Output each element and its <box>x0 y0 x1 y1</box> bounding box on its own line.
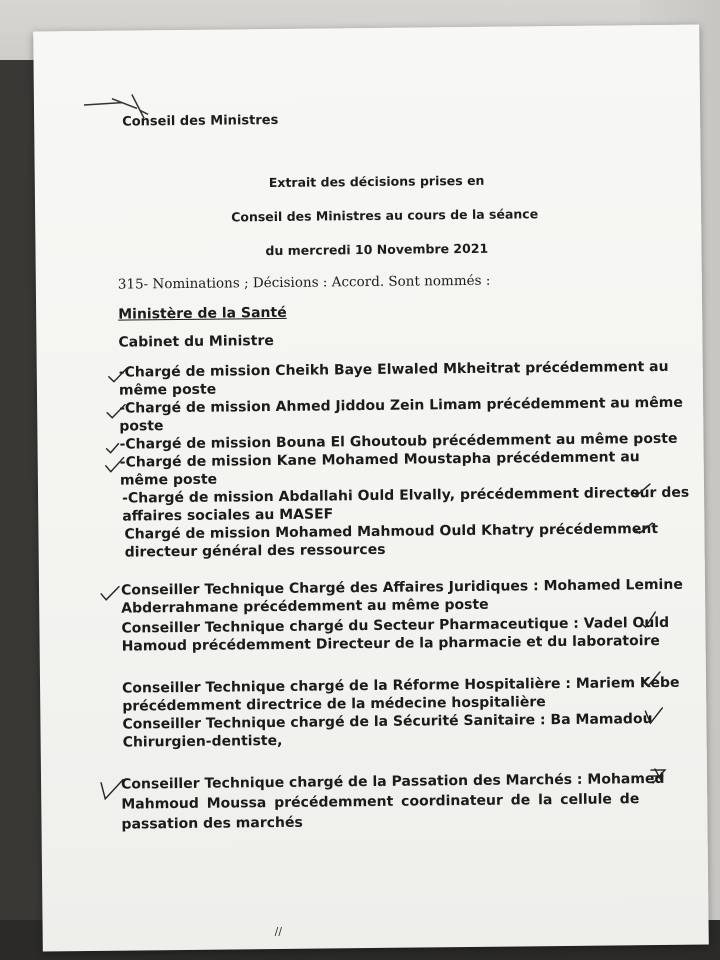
check-mark-icon <box>105 403 127 421</box>
extract-line-2: Conseil des Ministres au cours de la séance <box>231 206 539 225</box>
entry-6-line-1: Chargé de mission Mohamed Mahmoud Ould Khatry précédemment <box>124 520 659 543</box>
advisor-4-line-2: Chirurgien-dentiste, <box>122 732 283 751</box>
extract-line-3: du mercredi 10 Novembre 2021 <box>265 240 489 259</box>
entry-1-line-1: -Chargé de mission Cheikh Baye Elwaled Mkheitrat précédemment au <box>118 358 669 381</box>
check-mark-icon <box>637 611 659 629</box>
advisor-3-line-1: Conseiller Technique chargé de la Réforme Hospitalière : Mariem Kebe <box>122 674 680 697</box>
entry-1-line-2: même poste <box>118 381 217 399</box>
extract-line-1: Extrait des décisions prises en <box>268 172 485 191</box>
advisor-2-line-2: Hamoud précédemment Directeur de la pharmacie et du laboratoire <box>121 632 660 655</box>
advisor-4-line-1: Conseiller Technique chargé de la Sécurité Sanitaire : Ba Mamadou <box>122 711 653 733</box>
advisor-5-line-1: Conseiller Technique chargé de la Passation des Marchés : Mohamed <box>121 770 665 793</box>
advisor-2-line-1: Conseiller Technique chargé du Secteur Pharmaceutique : Vadel Ould <box>121 614 670 637</box>
advisor-5-line-3: passation des marchés <box>121 814 303 833</box>
entry-2-line-1: -Chargé de mission Ahmed Jiddou Zein Limam précédemment au même <box>119 394 683 417</box>
check-mark-icon <box>632 519 654 537</box>
entry-3-line-1: -Chargé de mission Bouna El Ghoutoub précédemment au même poste <box>119 430 678 453</box>
decision-intro: 315- Nominations ; Décisions : Accord. Sont nommés : <box>117 272 491 293</box>
footer-mark: // <box>274 924 283 939</box>
check-mark-icon <box>107 367 129 385</box>
entry-5-line-1: -Chargé de mission Abdallahi Ould Elvally, précédemment directeur des <box>122 484 690 507</box>
check-mark-icon <box>640 671 662 689</box>
check-mark-icon <box>99 585 121 603</box>
check-mark-icon <box>630 481 652 499</box>
check-mark-icon <box>642 707 664 725</box>
advisor-1-line-1: Conseiller Technique Chargé des Affaires Juridiques : Mohamed Lemine <box>120 576 683 599</box>
check-mark-icon <box>99 779 125 801</box>
advisor-3-line-2: précédemment directrice de la médecine hospitalière <box>122 694 546 715</box>
institution-heading: Conseil des Ministres <box>122 112 279 130</box>
ministry-heading: Ministère de la Santé <box>118 304 287 323</box>
entry-4-line-1: -Chargé de mission Kane Mohamed Moustapha précédemment au <box>119 449 640 471</box>
entry-4-line-2: même poste <box>119 471 218 489</box>
entry-6-line-2: directeur général des ressources <box>124 541 386 561</box>
entry-2-line-2: poste <box>119 418 164 435</box>
document-page <box>33 25 709 952</box>
check-mark-icon <box>104 457 126 475</box>
crossed-mark-icon <box>647 767 669 785</box>
entry-5-line-2: affaires sociales au MASEF <box>122 506 334 525</box>
advisor-1-line-2: Abderrahmane précédemment au même poste <box>121 596 489 617</box>
advisor-5-line-2: Mahmoud Moussa précédemment coordinateur de la cellule de <box>121 791 640 813</box>
cabinet-heading: Cabinet du Ministre <box>118 333 274 351</box>
check-mark-icon <box>103 439 125 457</box>
